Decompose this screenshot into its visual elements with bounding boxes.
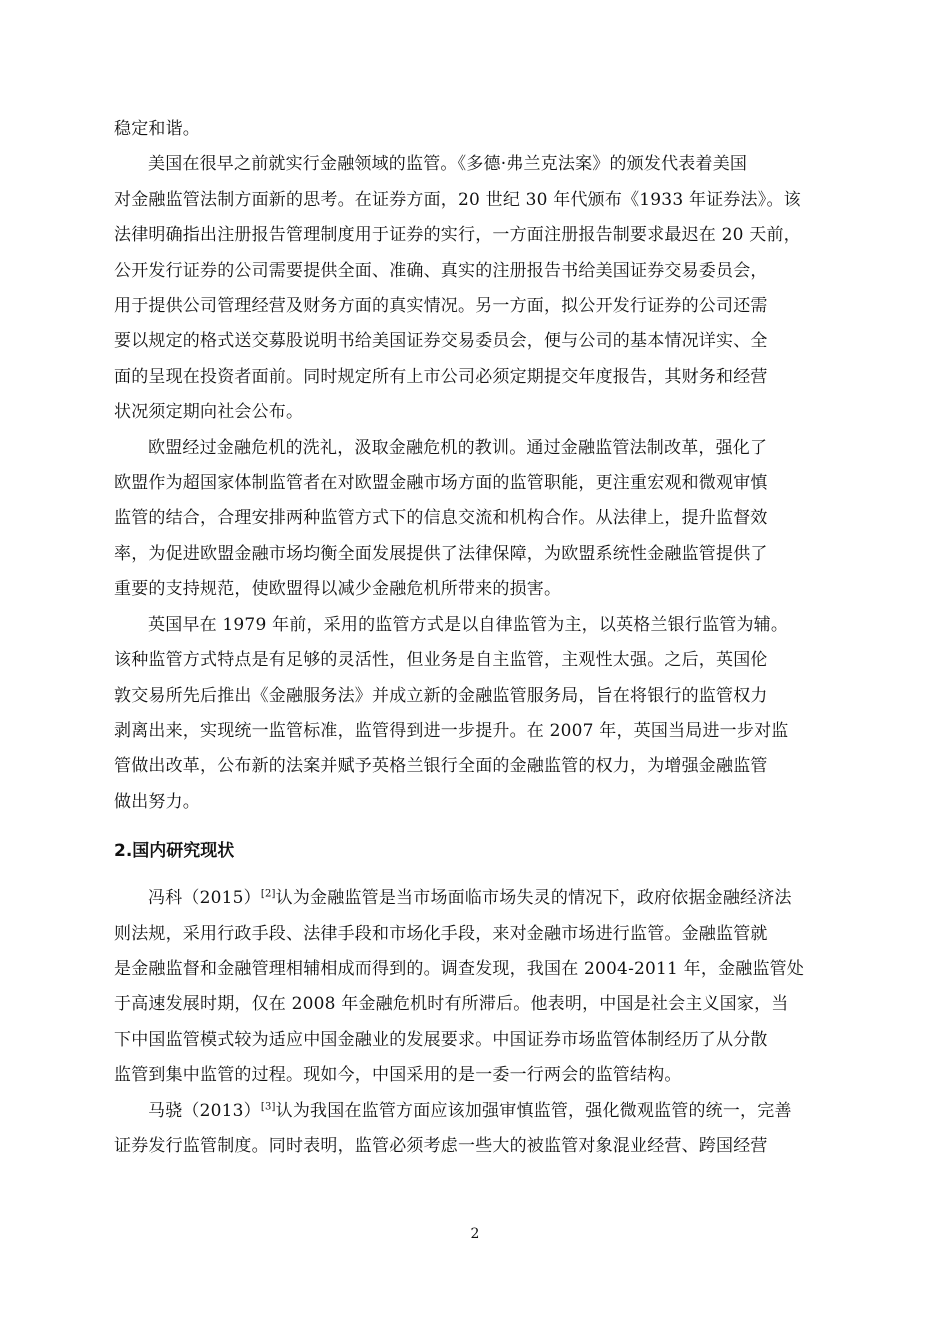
- text-line: 对金融监管法制方面新的思考。在证券方面，20 世纪 30 年代颁布《1933 年证券法》。该: [114, 189, 801, 210]
- page-number: 2: [470, 1226, 480, 1242]
- text-line: 该种监管方式特点是有足够的灵活性，但业务是自主监管，主观性太强。之后，英国伦: [114, 650, 768, 671]
- body-text: [114, 112, 860, 1164]
- paragraph-continuation: [114, 112, 860, 147]
- paragraph-ma-xiao: [114, 1094, 860, 1165]
- text-line: 监管的结合，合理安排两种监管方式下的信息交流和机构合作。从法律上，提升监督效: [114, 508, 768, 529]
- text-line: 则法规，采用行政手段、法律手段和市场化手段，来对金融市场进行监管。金融监管就: [114, 923, 768, 944]
- paragraph-feng-ke: [114, 881, 860, 1093]
- text-fragment: 认为金融监管是当市场面临市场失灵的情况下，政府依据金融经济法: [275, 888, 792, 909]
- text-line: 剥离出来，实现统一监管标准，监管得到进一步提升。在 2007 年，英国当局进一步对监: [114, 720, 789, 741]
- text-line: 敦交易所先后推出《金融服务法》并成立新的金融监管服务局，旨在将银行的监管权力: [114, 685, 768, 706]
- text-line: 率，为促进欧盟金融市场均衡全面发展提供了法律保障，为欧盟系统性金融监管提供了: [114, 543, 768, 564]
- text-line: 美国在很早之前就实行金融领域的监管。《多德·弗兰克法案》的颁发代表着美国: [148, 154, 748, 175]
- citation-author: 冯科（2015）: [148, 888, 261, 909]
- text-line: 法律明确指出注册报告管理制度用于证券的实行，一方面注册报告制要求最迟在 20 天前，: [114, 225, 801, 246]
- text-line: 监管到集中监管的过程。现如今，中国采用的是一委一行两会的监管结构。: [114, 1065, 682, 1086]
- paragraph-eu-regulation: [114, 431, 860, 608]
- text-line: 用于提供公司管理经营及财务方面的真实情况。另一方面，拟公开发行证券的公司还需: [114, 296, 768, 317]
- text-line: 做出努力。: [114, 791, 200, 812]
- text-line: 欧盟作为超国家体制监管者在对欧盟金融市场方面的监管职能，更注重宏观和微观审慎: [114, 473, 768, 494]
- text-line: 状况须定期向社会公布。: [114, 402, 304, 423]
- text-line: 管做出改革，公布新的法案并赋予英格兰银行全面的金融监管的权力，为增强金融监管: [114, 756, 768, 777]
- text-line: [114, 1094, 860, 1129]
- text-line: [114, 881, 860, 916]
- text-fragment: 认为我国在监管方面应该加强审慎监管，强化微观监管的统一，完善: [275, 1100, 792, 1121]
- citation-reference: [2]: [260, 888, 276, 900]
- paragraph-uk-regulation: [114, 608, 860, 820]
- text-line: 证券发行监管制度。同时表明，监管必须考虑一些大的被监管对象混业经营、跨国经营: [114, 1135, 768, 1156]
- text-line: 面的呈现在投资者面前。同时规定所有上市公司必须定期提交年度报告，其财务和经营: [114, 366, 768, 387]
- text-line: 英国早在 1979 年前，采用的监管方式是以自律监管为主，以英格兰银行监管为辅。: [148, 614, 789, 635]
- text-line: 于高速发展时期，仅在 2008 年金融危机时有所滞后。他表明，中国是社会主义国家，当: [114, 994, 789, 1015]
- citation-reference: [3]: [260, 1100, 276, 1112]
- section-heading: 2.国内研究现状: [114, 841, 235, 862]
- citation-author: 马骁（2013）: [148, 1100, 261, 1121]
- text-line: 下中国监管模式较为适应中国金融业的发展要求。中国证券市场监管体制经历了从分散: [114, 1029, 768, 1050]
- text-line: 重要的支持规范，使欧盟得以减少金融危机所带来的损害。: [114, 579, 562, 600]
- text-line: 是金融监督和金融管理相辅相成而得到的。调查发现，我国在 2004-2011 年，金融监管处: [114, 958, 805, 979]
- text-line: 稳定和谐。: [114, 119, 200, 139]
- text-line: 欧盟经过金融危机的洗礼，汲取金融危机的教训。通过金融监管法制改革，强化了: [148, 437, 768, 458]
- text-line: 要以规定的格式送交募股说明书给美国证券交易委员会，便与公司的基本情况详实、全: [114, 331, 768, 352]
- paragraph-usa-regulation: [114, 147, 860, 430]
- text-line: 公开发行证券的公司需要提供全面、准确、真实的注册报告书给美国证券交易委员会，: [114, 260, 768, 281]
